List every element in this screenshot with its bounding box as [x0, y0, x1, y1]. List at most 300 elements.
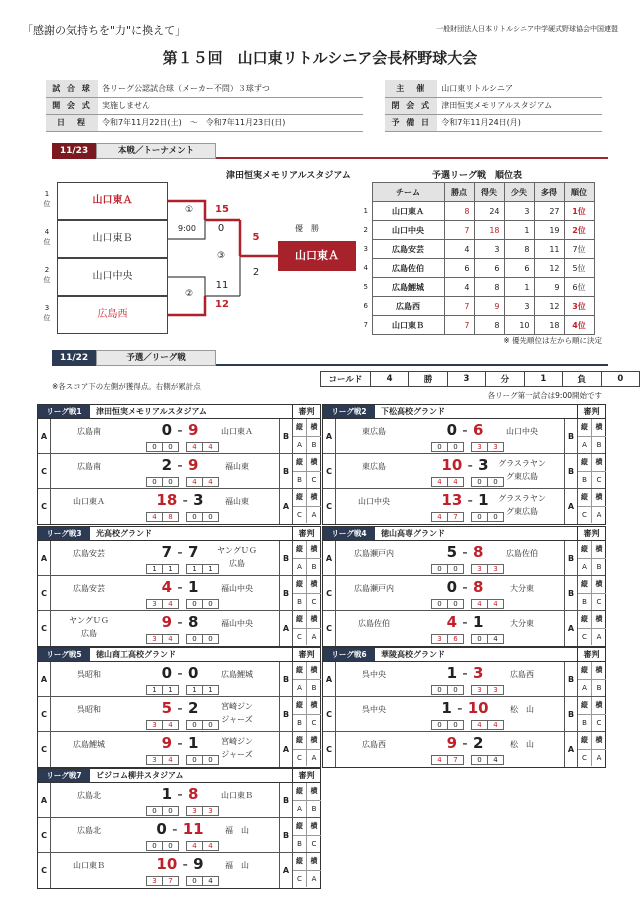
- league-venue: 下松高校グランド: [381, 407, 445, 416]
- umpire-cell: 横: [595, 666, 603, 674]
- umpire-cell: 横: [310, 787, 318, 795]
- point-cell: 1: [162, 685, 179, 695]
- umpire-cell: B: [307, 800, 321, 817]
- umpire-cells: [577, 732, 605, 767]
- team-away: 山口東Ｂ: [221, 791, 253, 800]
- standings-most: 18: [534, 316, 564, 335]
- league-tag: リーグ戦5: [38, 648, 90, 661]
- score-away: 1: [478, 491, 489, 509]
- standings-most: 11: [534, 240, 564, 259]
- side-a: A: [38, 419, 51, 454]
- league-header: [38, 648, 320, 662]
- point-cell: 1: [186, 685, 203, 695]
- umpire-cell: 縦: [293, 419, 307, 436]
- team-away: グラスラヤン グ東広島: [498, 459, 546, 481]
- point-cell: 3: [202, 806, 219, 816]
- points-cells: [431, 685, 503, 695]
- umpire-cells: [292, 576, 320, 611]
- point-cell: 1: [162, 564, 179, 574]
- league-venue: 華陵高校グランド: [381, 650, 445, 659]
- umpire-cells: [577, 454, 605, 489]
- point-cell: 0: [162, 841, 179, 851]
- standings-header: 得失: [474, 183, 504, 202]
- game2-number: ②: [184, 289, 194, 299]
- final-number: ③: [216, 251, 226, 261]
- standings-least: 6: [504, 259, 534, 278]
- umpire-cell: B: [307, 679, 321, 696]
- team-home: 広島鯉城: [73, 740, 105, 749]
- standings-pts: 7: [444, 297, 474, 316]
- score: 0 - 9: [161, 421, 199, 439]
- side-b: B: [564, 576, 577, 611]
- side-a: C: [38, 576, 51, 611]
- side-a: C: [38, 611, 51, 646]
- umpire-cell: A: [592, 749, 606, 766]
- score-away: 10: [467, 699, 489, 717]
- team-home: 広島西: [362, 740, 386, 749]
- umpire-cells: [577, 541, 605, 576]
- standings-diff: 8: [474, 278, 504, 297]
- closing-value: 津田恒実メモリアルスタジアム: [437, 97, 602, 114]
- champion-label: 優 勝: [295, 224, 319, 233]
- umpire-cell: B: [592, 436, 606, 453]
- schedule-value: 令和7年11月22日(土) ～ 令和7年11月23日(日): [98, 114, 363, 131]
- umpire-cell: 縦: [293, 454, 307, 471]
- umpire-cell: A: [307, 628, 321, 645]
- standings-team: 広島安芸: [372, 240, 444, 259]
- points-cells: [431, 564, 503, 574]
- score: 5 - 8: [446, 543, 484, 561]
- score: 10 - 3: [441, 456, 489, 474]
- umpire-cells: [577, 697, 605, 732]
- point-cell: 8: [162, 512, 179, 522]
- umpire-cell: 横: [595, 493, 603, 501]
- standings-diff: 3: [474, 240, 504, 259]
- score-away: 9: [193, 855, 204, 873]
- points-cells: [146, 634, 218, 644]
- points-cells: [431, 477, 503, 487]
- umpire-cells: [577, 576, 605, 611]
- page-title: 第１５回 山口東リトルシニア会長杯野球大会: [162, 49, 478, 67]
- umpire-label: 審判: [292, 769, 320, 782]
- umpire-cell: A: [578, 679, 592, 696]
- team-away: 福 山: [225, 861, 249, 870]
- umpire-cells: [292, 489, 320, 524]
- point-cell: 4: [162, 599, 179, 609]
- umpire-cell: A: [578, 558, 592, 575]
- point-cell: 3: [146, 634, 163, 644]
- standings-pts: 4: [444, 240, 474, 259]
- team-away: 宮崎ジン ジャーズ: [221, 702, 253, 724]
- score: 2 - 9: [161, 456, 199, 474]
- standings-pts: 7: [444, 221, 474, 240]
- side-b: B: [564, 662, 577, 697]
- reserve-value: 令和7年11月24日(月): [437, 114, 602, 131]
- umpire-cell: C: [592, 471, 606, 488]
- umpire-cell: B: [578, 714, 592, 731]
- point-cell: 3: [431, 634, 448, 644]
- umpire-cell: 横: [310, 458, 318, 466]
- champion-box: 山口東Ａ: [278, 241, 356, 271]
- closing-label: 閉 会 式: [385, 97, 437, 114]
- point-cell: 4: [186, 442, 203, 452]
- standings-idx: 7: [363, 321, 368, 329]
- standings-row: [360, 278, 594, 297]
- game-row: [323, 662, 605, 697]
- score-home: 18: [156, 491, 178, 509]
- point-cell: 0: [431, 685, 448, 695]
- legend-cell: 4: [370, 372, 408, 387]
- side-b: A: [279, 489, 292, 524]
- points-cells: [146, 876, 218, 886]
- standings-least: 3: [504, 297, 534, 316]
- score-away: 2: [472, 734, 484, 752]
- point-cell: 0: [202, 599, 219, 609]
- point-cell: 0: [431, 599, 448, 609]
- point-cell: 4: [431, 512, 448, 522]
- team-home: 広島南: [77, 427, 101, 436]
- league-venue: 徳山商工高校グランド: [96, 650, 176, 659]
- standings-team: 広島佐伯: [372, 259, 444, 278]
- umpire-cell: B: [578, 471, 592, 488]
- side-a: C: [38, 697, 51, 732]
- team-home: 呉昭和: [77, 670, 101, 679]
- section-date: 11/22: [52, 350, 96, 366]
- points-cells: [431, 634, 503, 644]
- standings-pts: 7: [444, 316, 474, 335]
- points-cells: [146, 564, 218, 574]
- point-cell: 4: [202, 477, 219, 487]
- standings-rank: 5位: [564, 259, 594, 278]
- umpire-cell: 横: [595, 458, 603, 466]
- team-away: 山口中央: [506, 427, 538, 436]
- umpire-cell: 横: [310, 736, 318, 744]
- score-away: 3: [472, 664, 484, 682]
- league-box: [37, 526, 321, 647]
- point-cell: 3: [487, 564, 504, 574]
- umpire-cells: [292, 454, 320, 489]
- league-header: [38, 769, 320, 783]
- score-away: 7: [187, 543, 199, 561]
- point-cell: 3: [186, 806, 203, 816]
- umpire-cell: 縦: [293, 818, 307, 835]
- standings-idx: 5: [363, 283, 368, 291]
- final-score-bottom: 2: [252, 267, 260, 278]
- umpire-cells: [292, 541, 320, 576]
- point-cell: 0: [162, 442, 179, 452]
- umpire-cells: [577, 489, 605, 524]
- team-home: 呉昭和: [77, 705, 101, 714]
- team-away: ヤングＵＧ 広島: [217, 546, 257, 568]
- league-note: ※各スコア下の左側が獲得点。右側が累計点: [52, 382, 201, 391]
- points-cells: [146, 477, 218, 487]
- section-date: 11/23: [52, 143, 96, 159]
- point-cell: 0: [146, 442, 163, 452]
- point-cell: 0: [431, 442, 448, 452]
- points-cells: [146, 442, 218, 452]
- score-away: 8: [187, 613, 199, 631]
- point-cell: 0: [471, 755, 488, 765]
- umpire-cells: [292, 697, 320, 732]
- score-away: 1: [187, 578, 199, 596]
- point-cell: 1: [146, 685, 163, 695]
- league-tag: リーグ戦3: [38, 527, 90, 540]
- side-a: A: [38, 541, 51, 576]
- side-a: A: [323, 419, 336, 454]
- team-away: 福山中央: [221, 584, 253, 593]
- umpire-cell: B: [592, 558, 606, 575]
- point-cell: 0: [186, 634, 203, 644]
- umpire-cell: 縦: [578, 576, 592, 593]
- umpire-cell: A: [592, 628, 606, 645]
- score-home: 0: [161, 664, 173, 682]
- game1-score-top: 15: [215, 204, 229, 215]
- point-cell: 4: [487, 599, 504, 609]
- score: 0 - 6: [446, 421, 484, 439]
- points-cells: [146, 599, 218, 609]
- point-cell: 7: [447, 512, 464, 522]
- league-tag: リーグ戦1: [38, 405, 90, 418]
- points-cells: [146, 685, 218, 695]
- standings-idx: 6: [363, 302, 368, 310]
- game-row: [323, 732, 605, 767]
- umpire-cell: C: [293, 628, 307, 645]
- score-home: 4: [161, 578, 173, 596]
- umpire-cell: 縦: [578, 662, 592, 679]
- legend-cell: 分: [486, 372, 525, 387]
- point-cell: 4: [162, 755, 179, 765]
- umpire-cell: A: [307, 870, 321, 887]
- umpire-cell: C: [307, 835, 321, 852]
- league-venue: 津田恒実メモリアルスタジアム: [96, 407, 207, 416]
- point-cell: 3: [471, 442, 488, 452]
- score-home: 9: [161, 613, 173, 631]
- game-row: [38, 576, 320, 611]
- side-a: C: [38, 454, 51, 489]
- side-b: B: [564, 541, 577, 576]
- standings-pts: 8: [444, 202, 474, 221]
- standings-header: 勝点: [444, 183, 474, 202]
- umpire-cell: 横: [310, 423, 318, 431]
- points-cells: [146, 512, 218, 522]
- umpire-cells: [577, 611, 605, 646]
- umpire-cell: C: [578, 506, 592, 523]
- side-b: B: [564, 419, 577, 454]
- points-cells: [146, 720, 218, 730]
- umpire-cell: 横: [310, 615, 318, 623]
- score-home: 1: [441, 699, 452, 717]
- umpire-label: 審判: [577, 648, 605, 661]
- umpire-cells: [292, 662, 320, 697]
- league-header: [323, 527, 605, 541]
- side-b: B: [279, 454, 292, 489]
- umpire-cells: [292, 853, 320, 888]
- score-home: 0: [156, 820, 167, 838]
- side-b: B: [279, 783, 292, 818]
- score-away: 11: [182, 820, 204, 838]
- point-cell: 4: [202, 841, 219, 851]
- umpire-cell: 縦: [293, 576, 307, 593]
- point-cell: 3: [471, 564, 488, 574]
- league-header: [38, 405, 320, 419]
- umpire-cell: 縦: [293, 611, 307, 628]
- umpire-cell: C: [307, 471, 321, 488]
- game-row: [38, 541, 320, 576]
- point-cell: 4: [162, 634, 179, 644]
- standings-row: [360, 240, 594, 259]
- score-home: 0: [446, 578, 458, 596]
- standings-idx: 1: [363, 207, 368, 215]
- side-b: B: [564, 697, 577, 732]
- seed-2: 4 位: [43, 228, 51, 246]
- umpire-cell: C: [293, 749, 307, 766]
- standings-note: ※ 優先順位は左から順に決定: [503, 336, 602, 345]
- standings-rank: 1位: [564, 202, 594, 221]
- point-cell: 1: [202, 685, 219, 695]
- league-box: [37, 647, 321, 768]
- point-cell: 4: [162, 720, 179, 730]
- standings-team: 広島鯉城: [372, 278, 444, 297]
- standings-header: 多得: [534, 183, 564, 202]
- umpire-cell: B: [578, 593, 592, 610]
- team-away: 宮崎ジン ジャーズ: [221, 737, 253, 759]
- umpire-cell: C: [293, 870, 307, 887]
- standings-row: [360, 221, 594, 240]
- result-legend: [320, 371, 640, 387]
- standings-row: [360, 202, 594, 221]
- team-away: 山口東Ａ: [221, 427, 253, 436]
- ball-value: 各リーグ公認試合球（メーカー不問）３球ずつ: [98, 80, 363, 97]
- team-away: 大分東: [510, 584, 534, 593]
- game-row: [323, 419, 605, 454]
- side-a: C: [323, 576, 336, 611]
- umpire-cell: 横: [310, 666, 318, 674]
- score-home: 1: [446, 664, 458, 682]
- side-a: A: [323, 541, 336, 576]
- league-box: [322, 526, 606, 647]
- standings-pts: 4: [444, 278, 474, 297]
- umpire-label: 審判: [292, 648, 320, 661]
- team-home: 広島南: [77, 462, 101, 471]
- section-bar-league: [52, 350, 608, 366]
- umpire-cell: A: [592, 506, 606, 523]
- umpire-cell: 横: [595, 580, 603, 588]
- score-away: 8: [187, 785, 199, 803]
- point-cell: 4: [471, 599, 488, 609]
- side-b: A: [279, 853, 292, 888]
- side-a: C: [38, 818, 51, 853]
- umpire-cell: 縦: [293, 783, 307, 800]
- ceremony-label: 開 会 式: [46, 97, 98, 114]
- point-cell: 4: [431, 477, 448, 487]
- umpire-cell: 横: [595, 736, 603, 744]
- point-cell: 4: [487, 755, 504, 765]
- score-home: 5: [446, 543, 458, 561]
- side-b: B: [279, 419, 292, 454]
- legend-cell: コールド: [321, 372, 371, 387]
- team-away: 松 山: [510, 740, 534, 749]
- score: 10 - 9: [156, 855, 204, 873]
- score: 4 - 1: [161, 578, 199, 596]
- bracket-team-3: 山口中央: [57, 258, 168, 296]
- point-cell: 0: [431, 564, 448, 574]
- league-venue: 徳山高専グランド: [381, 529, 445, 538]
- point-cell: 0: [146, 841, 163, 851]
- legend-cell: 3: [447, 372, 485, 387]
- game2-score-top: 11: [215, 280, 229, 291]
- standings-diff: 24: [474, 202, 504, 221]
- ceremony-value: 実施しません: [98, 97, 363, 114]
- standings-pts: 6: [444, 259, 474, 278]
- first-game-note: 各リーグ第一試合は9:00開始です: [487, 391, 602, 400]
- team-home: 呉中央: [362, 670, 386, 679]
- score-away: 9: [187, 421, 199, 439]
- standings-team: 山口東Ａ: [372, 202, 444, 221]
- umpire-cell: 横: [310, 493, 318, 501]
- league-header: [38, 527, 320, 541]
- side-a: A: [38, 662, 51, 697]
- legend-cell: 勝: [409, 372, 448, 387]
- point-cell: 4: [487, 720, 504, 730]
- points-cells: [146, 841, 218, 851]
- umpire-cell: A: [293, 436, 307, 453]
- umpire-cell: B: [307, 436, 321, 453]
- point-cell: 0: [431, 720, 448, 730]
- standings-team: 山口東Ｂ: [372, 316, 444, 335]
- team-home: 広島瀬戸内: [354, 549, 394, 558]
- team-home: 山口東Ｂ: [73, 861, 105, 870]
- score-away: 6: [472, 421, 484, 439]
- umpire-cell: A: [307, 506, 321, 523]
- score-away: 3: [193, 491, 204, 509]
- team-home: 広島安芸: [73, 584, 105, 593]
- side-a: A: [38, 783, 51, 818]
- standings-most: 9: [534, 278, 564, 297]
- league-tag: リーグ戦4: [323, 527, 375, 540]
- game-row: [323, 541, 605, 576]
- point-cell: 1: [202, 564, 219, 574]
- standings-table: [360, 182, 595, 335]
- score: 9 - 8: [161, 613, 199, 631]
- league-box: [37, 404, 321, 525]
- umpire-cell: A: [293, 558, 307, 575]
- league-venue: ビジコム柳井スタジアム: [96, 771, 184, 780]
- standings-title: 予選リーグ戦 順位表: [432, 171, 523, 181]
- standings-rank: 7位: [564, 240, 594, 259]
- score-away: 9: [187, 456, 199, 474]
- side-b: A: [279, 732, 292, 767]
- slogan: 「感謝の気持ちを"力"に換えて」: [22, 24, 187, 37]
- side-a: A: [323, 662, 336, 697]
- point-cell: 3: [146, 876, 163, 886]
- standings-row: [360, 297, 594, 316]
- standings-row: [360, 316, 594, 335]
- point-cell: 4: [487, 634, 504, 644]
- standings-least: 10: [504, 316, 534, 335]
- standings-idx: 3: [363, 245, 368, 253]
- standings-header: 少失: [504, 183, 534, 202]
- umpire-cells: [577, 419, 605, 454]
- umpire-cell: C: [578, 628, 592, 645]
- team-home: ヤングＵＧ 広島: [69, 616, 109, 638]
- point-cell: 0: [186, 599, 203, 609]
- point-cell: 0: [202, 720, 219, 730]
- game2-score-bottom: 12: [215, 299, 229, 310]
- game-row: [38, 419, 320, 454]
- side-a: C: [38, 853, 51, 888]
- point-cell: 4: [186, 477, 203, 487]
- standings-header: 順位: [564, 183, 594, 202]
